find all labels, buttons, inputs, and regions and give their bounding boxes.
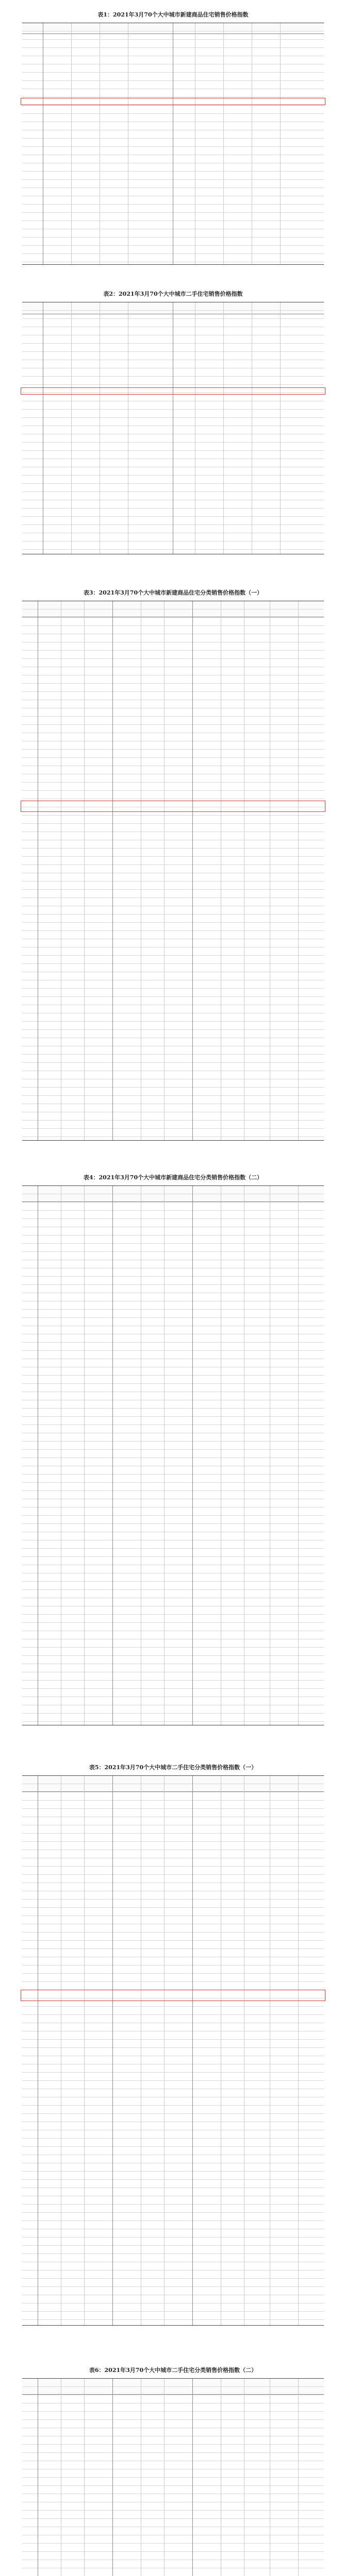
table-4-body: [22, 1185, 324, 1725]
table-2-title: 表2：2021年3月70个大中城市二手住宅销售价格指数: [103, 291, 243, 297]
table-1-body: [22, 23, 324, 265]
table-2-body: [22, 302, 324, 554]
table-2: [22, 289, 324, 556]
table-3-body: [22, 601, 324, 1141]
table-1-title: 表1：2021年3月70个大中城市新建商品住宅销售价格指数: [97, 11, 249, 18]
table-3: [22, 587, 324, 1144]
table-4-title: 表4：2021年3月70个大中城市新建商品住宅分类销售价格指数（二）: [83, 1174, 263, 1181]
table-6: [22, 2365, 324, 2576]
table-6-body: [22, 2378, 324, 2576]
table-1: [22, 9, 324, 267]
table-5-title: 表5：2021年3月70个大中城市二手住宅分类销售价格指数（一）: [89, 1764, 257, 1771]
table-6-title: 表6：2021年3月70个大中城市二手住宅分类销售价格指数（二）: [89, 2367, 257, 2374]
table-4: [22, 1172, 324, 1728]
table-5-body: [22, 1775, 324, 2326]
table-5: [22, 1762, 324, 2329]
table-3-title: 表3：2021年3月70个大中城市新建商品住宅分类销售价格指数（一）: [83, 589, 263, 596]
